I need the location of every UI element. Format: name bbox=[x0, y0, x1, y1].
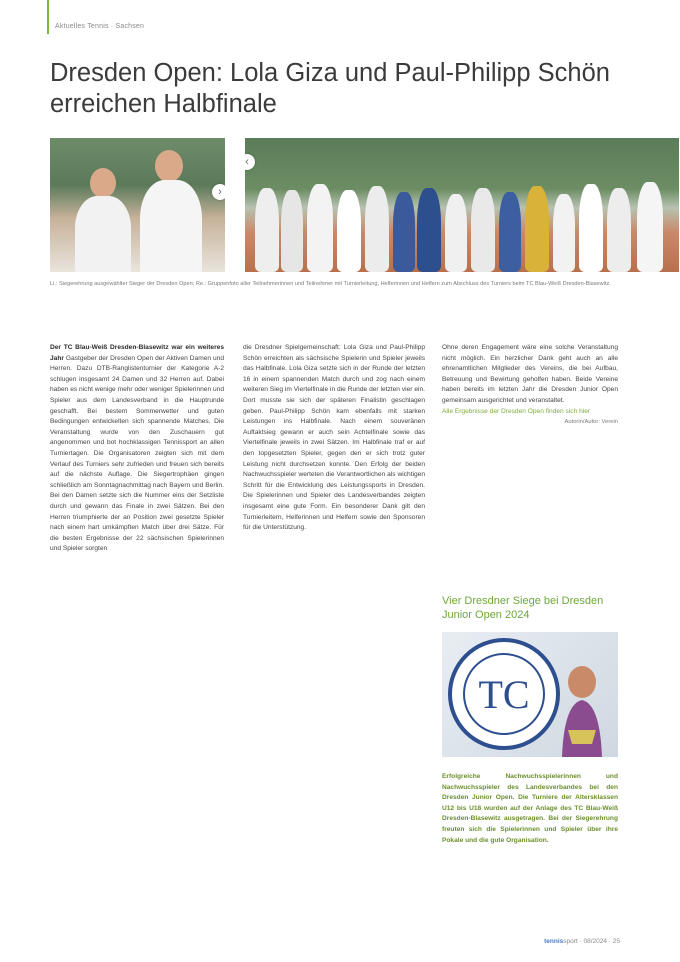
logo-text: TC bbox=[478, 672, 530, 717]
sidebar-caption: Erfolgreiche Nachwuchsspielerinnen und Nachwuchsspieler des Landesverbandes bei den Dresden Junior Open. Die Turniere der Altersklassen U12 bis U18 wurden auf der Anlage des TC Blau-Weiß Dresden-Blasewitz ausgetragen. Bei der Siegerehrung freuten sich die Spielerinnen und Spieler über ihre Pokale und die gute Organisation. bbox=[442, 773, 618, 844]
article-column-3 bbox=[442, 343, 618, 428]
person-figure bbox=[499, 192, 521, 272]
breadcrumb: Aktuelles Tennis · Sachsen bbox=[55, 23, 145, 30]
person-figure bbox=[281, 190, 303, 272]
person-figure bbox=[417, 188, 441, 272]
article-body: Gastgeber der Dresden Open der Aktiven Damen und Herren. Dazu DTB-Ranglistenturnier der Kategorie A-2 schlugen insgesamt 24 Damen und 32 Herren auf. Dabei haben es nicht wenige mehr oder weniger Spielerinnen und Spieler aus dem Landesverband in die Hauptrunde geschafft. Bei bestem Sommerwetter und guten Bedingungen entwickelten sich spannende Matches. Die Veranstaltung wurde von den Zuschauern gut angenommen und bot hochklassigen Tennissport an allen Turniertagen. Die Organisatoren zeigten sich mit dem Verlauf des Turniers sehr zufrieden und freuen sich bereits auf die nächste Auflage. Die Siegertrophäen gingen schließlich am Sonntagnachmittag nach Bayern und Berlin. Bei den Damen setzte sich die Nummer eins der Setzliste durch und gewann das Finale in zwei Sätzen. Bei den Herren triumphierte der an Position zwei gesetzte Spieler nach einem hart umkämpften Match über drei Sätze. Für die besten Ergebnisse der 22 sächsischen Spielerinnen und Spieler sorgten bbox=[50, 354, 224, 553]
winners-photo bbox=[50, 138, 225, 272]
article-body: die Dresdner Spielgemeinschaft: Lola Giza und Paul-Philipp Schön erreichten als sächsische Spielerin und Spieler jeweils das Halbfinale. Lola Giza setzte sich in der Runde der letzten 16 in einem spannenden Match durch und zog nach einem weiteren Sieg im Viertelfinale in die Runde der letzten vier ein. Dort musste sie sich der späteren Finalistin geschlagen geben. Paul-Philipp Schön kam ebenfalls mit starken Leistungen ins Halbfinale. Nach einem souveränen Auftaktsieg gewann er auch sein Achtelfinale sowie das Viertelfinale jeweils in zwei Sätzen. Im Halbfinale traf er auf den topgesetzten Spieler, gegen den er sich trotz guter Leistung nicht durchsetzen konnte. Den Erfolg der beiden Nachwuchsspieler werteten die Verantwortlichen als wichtigen Schritt für die Entwicklung des Leistungssports in Dresden. Die Spielerinnen und Spieler des Landesverbandes zeigten insgesamt eine gute Form. Ein besonderer Dank gilt den Turnierleitern, Helferinnen und Helfern sowie den Sponsoren für die Unterstützung. bbox=[243, 344, 425, 532]
footer-brand: tennis bbox=[544, 938, 564, 945]
junior-open-photo bbox=[442, 632, 618, 757]
person-figure bbox=[471, 188, 495, 272]
chevron-left-icon[interactable]: ‹ bbox=[245, 154, 255, 170]
person-figure bbox=[637, 182, 663, 272]
person-figure bbox=[365, 186, 389, 272]
author-credit: Autorin/Autor: Verein bbox=[564, 419, 618, 426]
club-logo-graphic bbox=[442, 632, 618, 757]
person-figure bbox=[553, 194, 575, 272]
person-figure bbox=[607, 188, 631, 272]
person-figure bbox=[579, 184, 603, 272]
results-link[interactable]: Alle Ergebnisse der Dresden Open finden sich hier bbox=[442, 407, 591, 415]
footer-page: · 08/2024 · 25 bbox=[579, 938, 620, 945]
article-lead: Der TC Blau-Weiß Dresden-Blasewitz war ein weiteres Jahr bbox=[50, 344, 224, 362]
article-column-2 bbox=[243, 343, 425, 534]
chevron-right-icon[interactable]: › bbox=[212, 184, 225, 200]
person-figure bbox=[393, 192, 415, 272]
person-figure bbox=[307, 184, 333, 272]
footer-brand-suffix: sport bbox=[563, 938, 578, 945]
person-figure bbox=[255, 188, 279, 272]
person-head bbox=[90, 168, 116, 198]
article-body: Ohne deren Engagement wäre eine solche Veranstaltung nicht möglich. Ein herzlicher Dank geht auch an alle ehrenamtlichen Mitglieder des Vereins, die bei Aufbau, Betreuung und Bewirtung geholfen haben. Beide Vereine haben bereits im letzten Jahr die Dresden Junior Open gemeinsam ausgerichtet und veranstaltet. bbox=[442, 344, 618, 404]
person-figure bbox=[445, 194, 467, 272]
person-head bbox=[155, 150, 183, 182]
person-figure bbox=[337, 190, 361, 272]
group-photo bbox=[245, 138, 679, 272]
article-column-1 bbox=[50, 343, 224, 555]
photo-caption: Li.: Siegerehrung ausgewählter Sieger der Dresden Open; Re.: Gruppenfoto aller Teilnehmerinnen und Teilnehmer mit Turnierleitung, Helferinnen und Helfern zum Abschluss des Turniers beim TC Blau-Weiß Dresden-Blasewitz. bbox=[50, 281, 611, 287]
person-figure bbox=[75, 196, 131, 272]
left-accent-rule bbox=[47, 0, 49, 34]
person-figure bbox=[140, 180, 202, 272]
page-footer bbox=[544, 938, 620, 945]
page-title: Dresden Open: Lola Giza und Paul-Philipp Schön erreichen Halbfinale bbox=[50, 59, 610, 118]
sidebar-heading: Vier Dresdner Siege bei Dresden Junior Open 2024 bbox=[442, 595, 604, 621]
person-figure bbox=[525, 186, 549, 272]
